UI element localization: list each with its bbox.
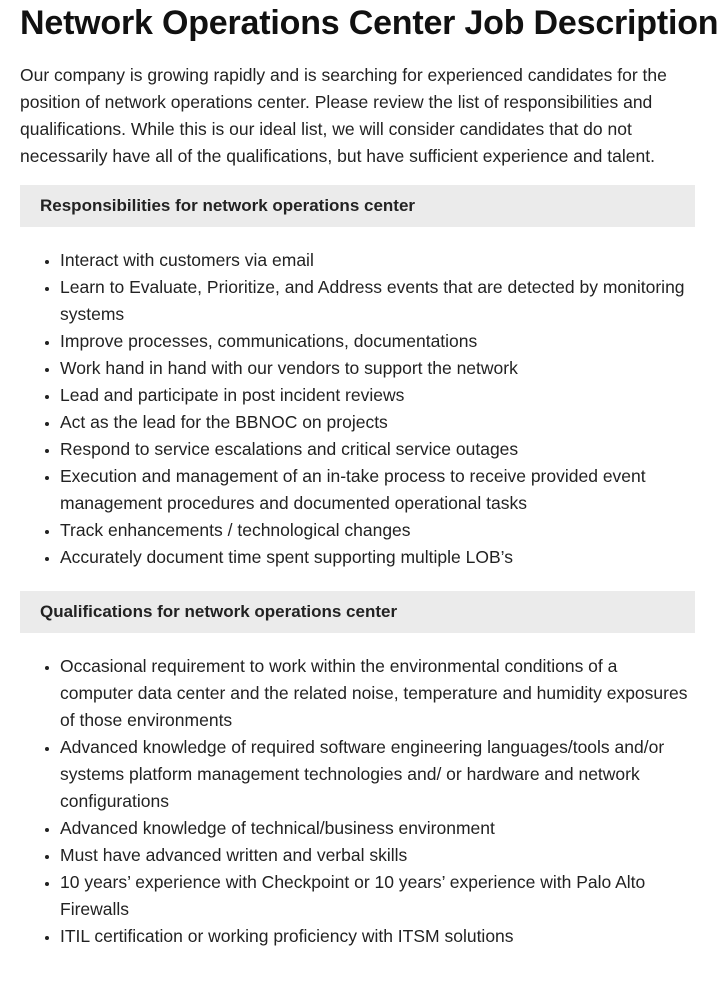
list-item: • Must have advanced written and verbal skills [60, 842, 695, 869]
list-item: • Work hand in hand with our vendors to support the network [60, 355, 695, 382]
list-item: • Track enhancements / technological changes [60, 517, 695, 544]
list-item: • ITIL certification or working proficiency with ITSM solutions [60, 923, 695, 950]
list-item: • Act as the lead for the BBNOC on projects [60, 409, 695, 436]
responsibilities-heading: Responsibilities for network operations center [20, 185, 695, 227]
list-item: • Advanced knowledge of required software engineering languages/tools and/or systems platform management technologies and/ or hardware and network configurations [60, 734, 695, 815]
list-item: • Lead and participate in post incident reviews [60, 382, 695, 409]
list-item: • Learn to Evaluate, Prioritize, and Address events that are detected by monitoring systems [60, 274, 695, 328]
list-item: • Advanced knowledge of technical/business environment [60, 815, 695, 842]
intro-paragraph: Our company is growing rapidly and is searching for experienced candidates for the position of network operations center. Please review the list of responsibilities and qualifications. While this is our ideal list, we will consider candidates that do not necessarily have all of the qualifications, but have sufficient experience and talent. [20, 65, 667, 166]
list-item: • Execution and management of an in-take process to receive provided event management procedures and documented operational tasks [60, 463, 695, 517]
list-item: • Occasional requirement to work within the environmental conditions of a computer data center and the related noise, temperature and humidity exposures of those environments [60, 653, 695, 734]
list-item: • Accurately document time spent supporting multiple LOB’s [60, 544, 695, 571]
list-item: • Interact with customers via email [60, 247, 695, 274]
qualifications-list [20, 653, 695, 950]
page-title: Network Operations Center Job Description [20, 4, 719, 42]
list-item: • Improve processes, communications, documentations [60, 328, 695, 355]
qualifications-heading: Qualifications for network operations center [20, 591, 695, 633]
list-item: • Respond to service escalations and critical service outages [60, 436, 695, 463]
responsibilities-list [20, 247, 695, 571]
list-item: • 10 years’ experience with Checkpoint or 10 years’ experience with Palo Alto Firewalls [60, 869, 695, 923]
